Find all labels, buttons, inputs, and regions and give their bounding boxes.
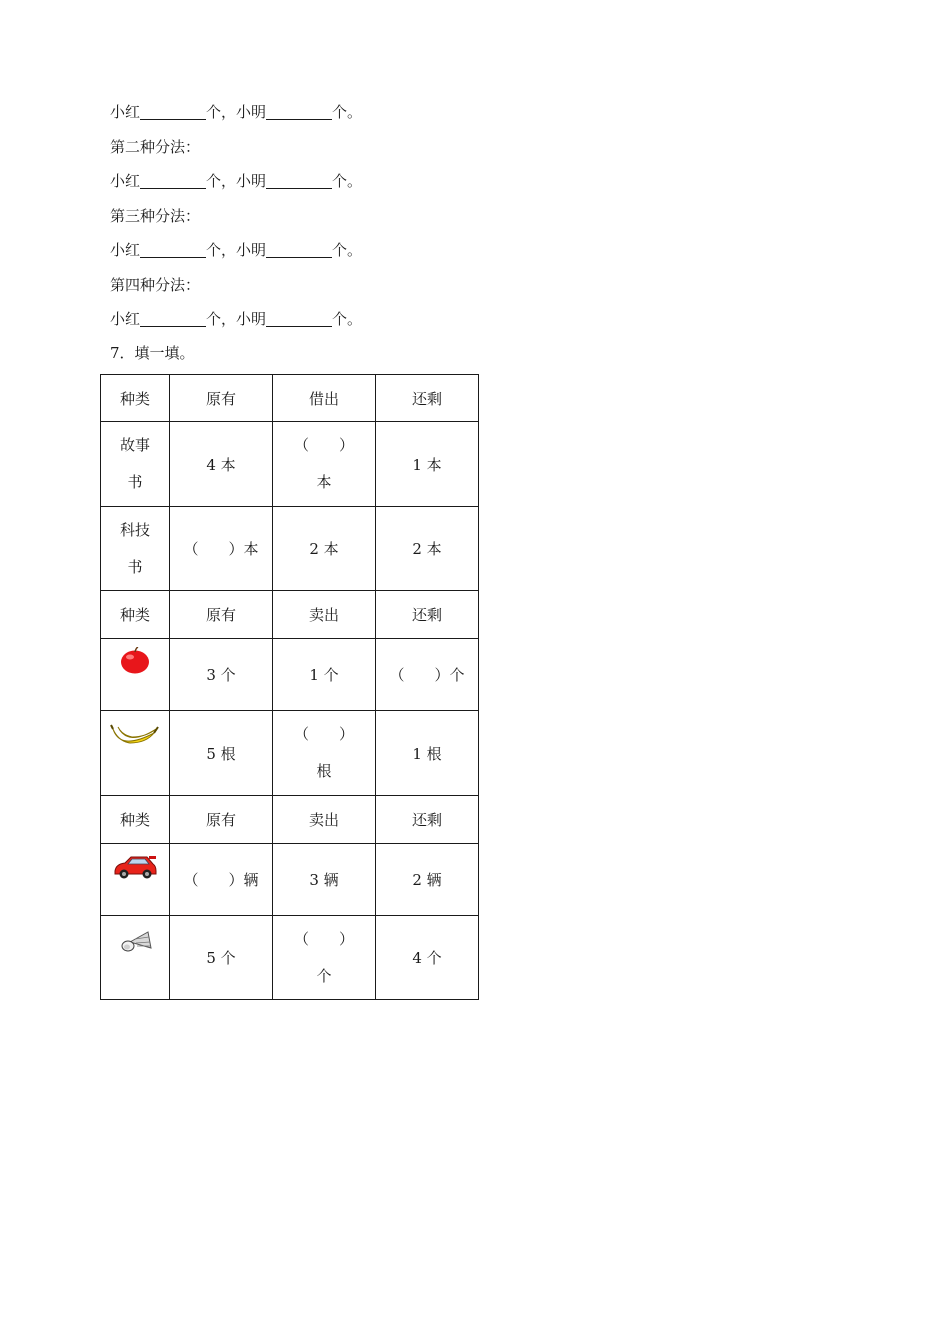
- label-unit: 个。: [332, 103, 363, 121]
- header-cell: 原有: [170, 375, 273, 422]
- answer-cell[interactable]: （ ）本: [170, 507, 273, 591]
- blank-field[interactable]: [266, 173, 332, 189]
- blank-field[interactable]: [140, 242, 206, 258]
- category-cell: [101, 711, 170, 796]
- label-unit: 个。: [332, 172, 363, 190]
- blank-field[interactable]: [266, 242, 332, 258]
- answer-cell[interactable]: （ ） 本: [273, 422, 376, 507]
- table-cell: 2 本: [273, 507, 376, 591]
- answer-line-4: [110, 309, 362, 329]
- blank-field[interactable]: [140, 173, 206, 189]
- table-cell: 1 根: [376, 711, 479, 796]
- header-cell: 卖出: [273, 796, 376, 844]
- header-cell: 种类: [101, 796, 170, 844]
- header-cell: 还剩: [376, 375, 479, 422]
- header-row: [101, 375, 479, 422]
- blank-field[interactable]: [266, 311, 332, 327]
- table-cell: 3 个: [170, 639, 273, 711]
- header-row: [101, 591, 479, 639]
- table-row: [101, 844, 479, 916]
- label-unit: 个。: [332, 241, 363, 259]
- apple-icon: [118, 647, 152, 675]
- category-cell: [101, 639, 170, 711]
- method-4-heading: 第四种分法：: [110, 276, 201, 294]
- answer-cell[interactable]: （ ） 根: [273, 711, 376, 796]
- label-xiaohong: 小红: [110, 172, 141, 190]
- category-cell: 故事 书: [101, 422, 170, 507]
- category-cell: 科技 书: [101, 507, 170, 591]
- label-xiaohong: 小红: [110, 310, 141, 328]
- table-row: [101, 711, 479, 796]
- header-cell: 原有: [170, 591, 273, 639]
- car-icon: [113, 854, 157, 880]
- label-xiaoming: 个，小明: [206, 103, 267, 121]
- label-unit: 个。: [332, 310, 363, 328]
- table-cell: 4 本: [170, 422, 273, 507]
- answer-line-1: [110, 102, 362, 122]
- fill-in-table: [100, 374, 479, 1000]
- header-cell: 种类: [101, 591, 170, 639]
- label-xiaohong: 小红: [110, 241, 141, 259]
- table-cell: 2 本: [376, 507, 479, 591]
- answer-line-2: [110, 171, 362, 191]
- table-cell: 4 个: [376, 916, 479, 1000]
- header-cell: 还剩: [376, 591, 479, 639]
- answer-cell[interactable]: （ ） 个: [273, 916, 376, 1000]
- header-cell: 原有: [170, 796, 273, 844]
- banana-icon: [110, 721, 160, 753]
- label-xiaoming: 个，小明: [206, 310, 267, 328]
- table-row: [101, 639, 479, 711]
- table-row: [101, 916, 479, 1000]
- answer-cell[interactable]: （ ）个: [376, 639, 479, 711]
- label-xiaoming: 个，小明: [206, 172, 267, 190]
- header-row: [101, 796, 479, 844]
- answer-cell[interactable]: （ ）辆: [170, 844, 273, 916]
- shuttlecock-icon: [118, 930, 152, 954]
- method-2-heading: 第二种分法：: [110, 138, 201, 156]
- blank-field[interactable]: [140, 311, 206, 327]
- header-cell: 卖出: [273, 591, 376, 639]
- blank-field[interactable]: [266, 104, 332, 120]
- table-cell: 2 辆: [376, 844, 479, 916]
- blank-field[interactable]: [140, 104, 206, 120]
- question-7-title: 7．填一填。: [110, 344, 195, 362]
- label-xiaoming: 个，小明: [206, 241, 267, 259]
- category-cell: [101, 916, 170, 1000]
- header-cell: 借出: [273, 375, 376, 422]
- label-xiaohong: 小红: [110, 103, 141, 121]
- table-cell: 5 根: [170, 711, 273, 796]
- table-row: [101, 422, 479, 507]
- category-cell: [101, 844, 170, 916]
- table-cell: 3 辆: [273, 844, 376, 916]
- method-3-heading: 第三种分法：: [110, 207, 201, 225]
- table-cell: 1 个: [273, 639, 376, 711]
- header-cell: 还剩: [376, 796, 479, 844]
- answer-line-3: [110, 240, 362, 260]
- table-row: [101, 507, 479, 591]
- header-cell: 种类: [101, 375, 170, 422]
- table-cell: 5 个: [170, 916, 273, 1000]
- table-cell: 1 本: [376, 422, 479, 507]
